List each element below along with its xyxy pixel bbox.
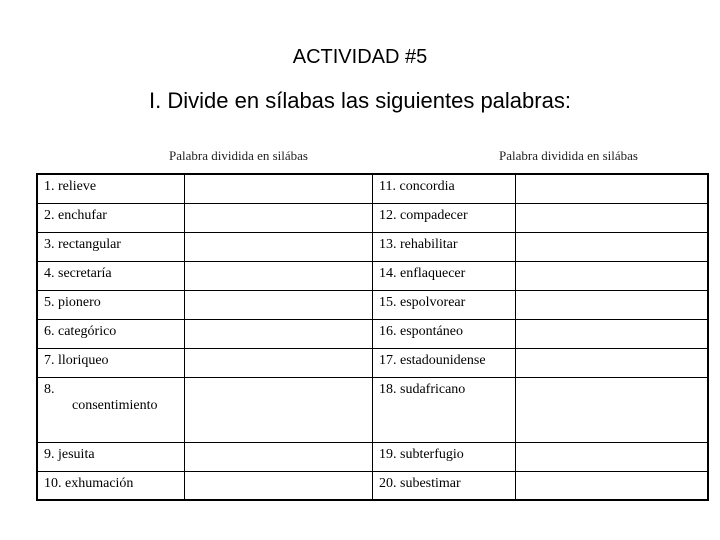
syllable-table: [36, 173, 709, 501]
answer-cell[interactable]: [516, 377, 708, 442]
word-cell: 16. espontáneo: [373, 319, 516, 348]
word-cell: 18. sudafricano: [373, 377, 516, 442]
word-cell: 2. enchufar: [37, 203, 185, 232]
answer-cell[interactable]: [516, 471, 708, 500]
table-row: [37, 319, 708, 348]
item-word: consentimiento: [72, 397, 158, 413]
answer-cell[interactable]: [516, 290, 708, 319]
table-row: [37, 174, 708, 203]
answer-cell[interactable]: [185, 377, 373, 442]
answer-cell[interactable]: [516, 348, 708, 377]
answer-cell[interactable]: [185, 348, 373, 377]
column-header-left: Palabra dividida en silábas: [169, 148, 308, 163]
table-row: [37, 290, 708, 319]
answer-cell[interactable]: [185, 290, 373, 319]
table-row: [37, 442, 708, 471]
word-cell: 14. enflaquecer: [373, 261, 516, 290]
item-number: 8.: [44, 381, 55, 397]
instruction-text: I. Divide en sílabas las siguientes palabras:: [149, 88, 571, 113]
table-row: [37, 348, 708, 377]
answer-cell[interactable]: [516, 319, 708, 348]
activity-title: ACTIVIDAD #5: [292, 46, 428, 68]
word-cell: 7. lloriqueo: [37, 348, 185, 377]
word-cell: 3. rectangular: [37, 232, 185, 261]
word-cell: 5. pionero: [37, 290, 185, 319]
answer-cell[interactable]: [185, 442, 373, 471]
word-cell: 15. espolvorear: [373, 290, 516, 319]
table-row: [37, 203, 708, 232]
word-cell: 11. concordia: [373, 174, 516, 203]
column-header-right: Palabra dividida en silábas: [499, 148, 638, 163]
answer-cell[interactable]: [516, 442, 708, 471]
word-cell: 4. secretaría: [37, 261, 185, 290]
table-row: [37, 232, 708, 261]
answer-cell[interactable]: [516, 174, 708, 203]
table-row: [37, 377, 708, 442]
answer-cell[interactable]: [185, 174, 373, 203]
answer-cell[interactable]: [185, 232, 373, 261]
word-cell: [37, 377, 185, 442]
answer-cell[interactable]: [185, 471, 373, 500]
answer-cell[interactable]: [185, 203, 373, 232]
word-cell: 1. relieve: [37, 174, 185, 203]
table-row: [37, 261, 708, 290]
word-cell: 6. categórico: [37, 319, 185, 348]
answer-cell[interactable]: [185, 319, 373, 348]
table-row: [37, 471, 708, 500]
answer-cell[interactable]: [185, 261, 373, 290]
word-cell: 9. jesuita: [37, 442, 185, 471]
word-cell: 12. compadecer: [373, 203, 516, 232]
word-cell: 19. subterfugio: [373, 442, 516, 471]
word-cell: 20. subestimar: [373, 471, 516, 500]
word-cell: 10. exhumación: [37, 471, 185, 500]
word-cell: 17. estadounidense: [373, 348, 516, 377]
answer-cell[interactable]: [516, 203, 708, 232]
answer-cell[interactable]: [516, 261, 708, 290]
answer-cell[interactable]: [516, 232, 708, 261]
word-cell: 13. rehabilitar: [373, 232, 516, 261]
